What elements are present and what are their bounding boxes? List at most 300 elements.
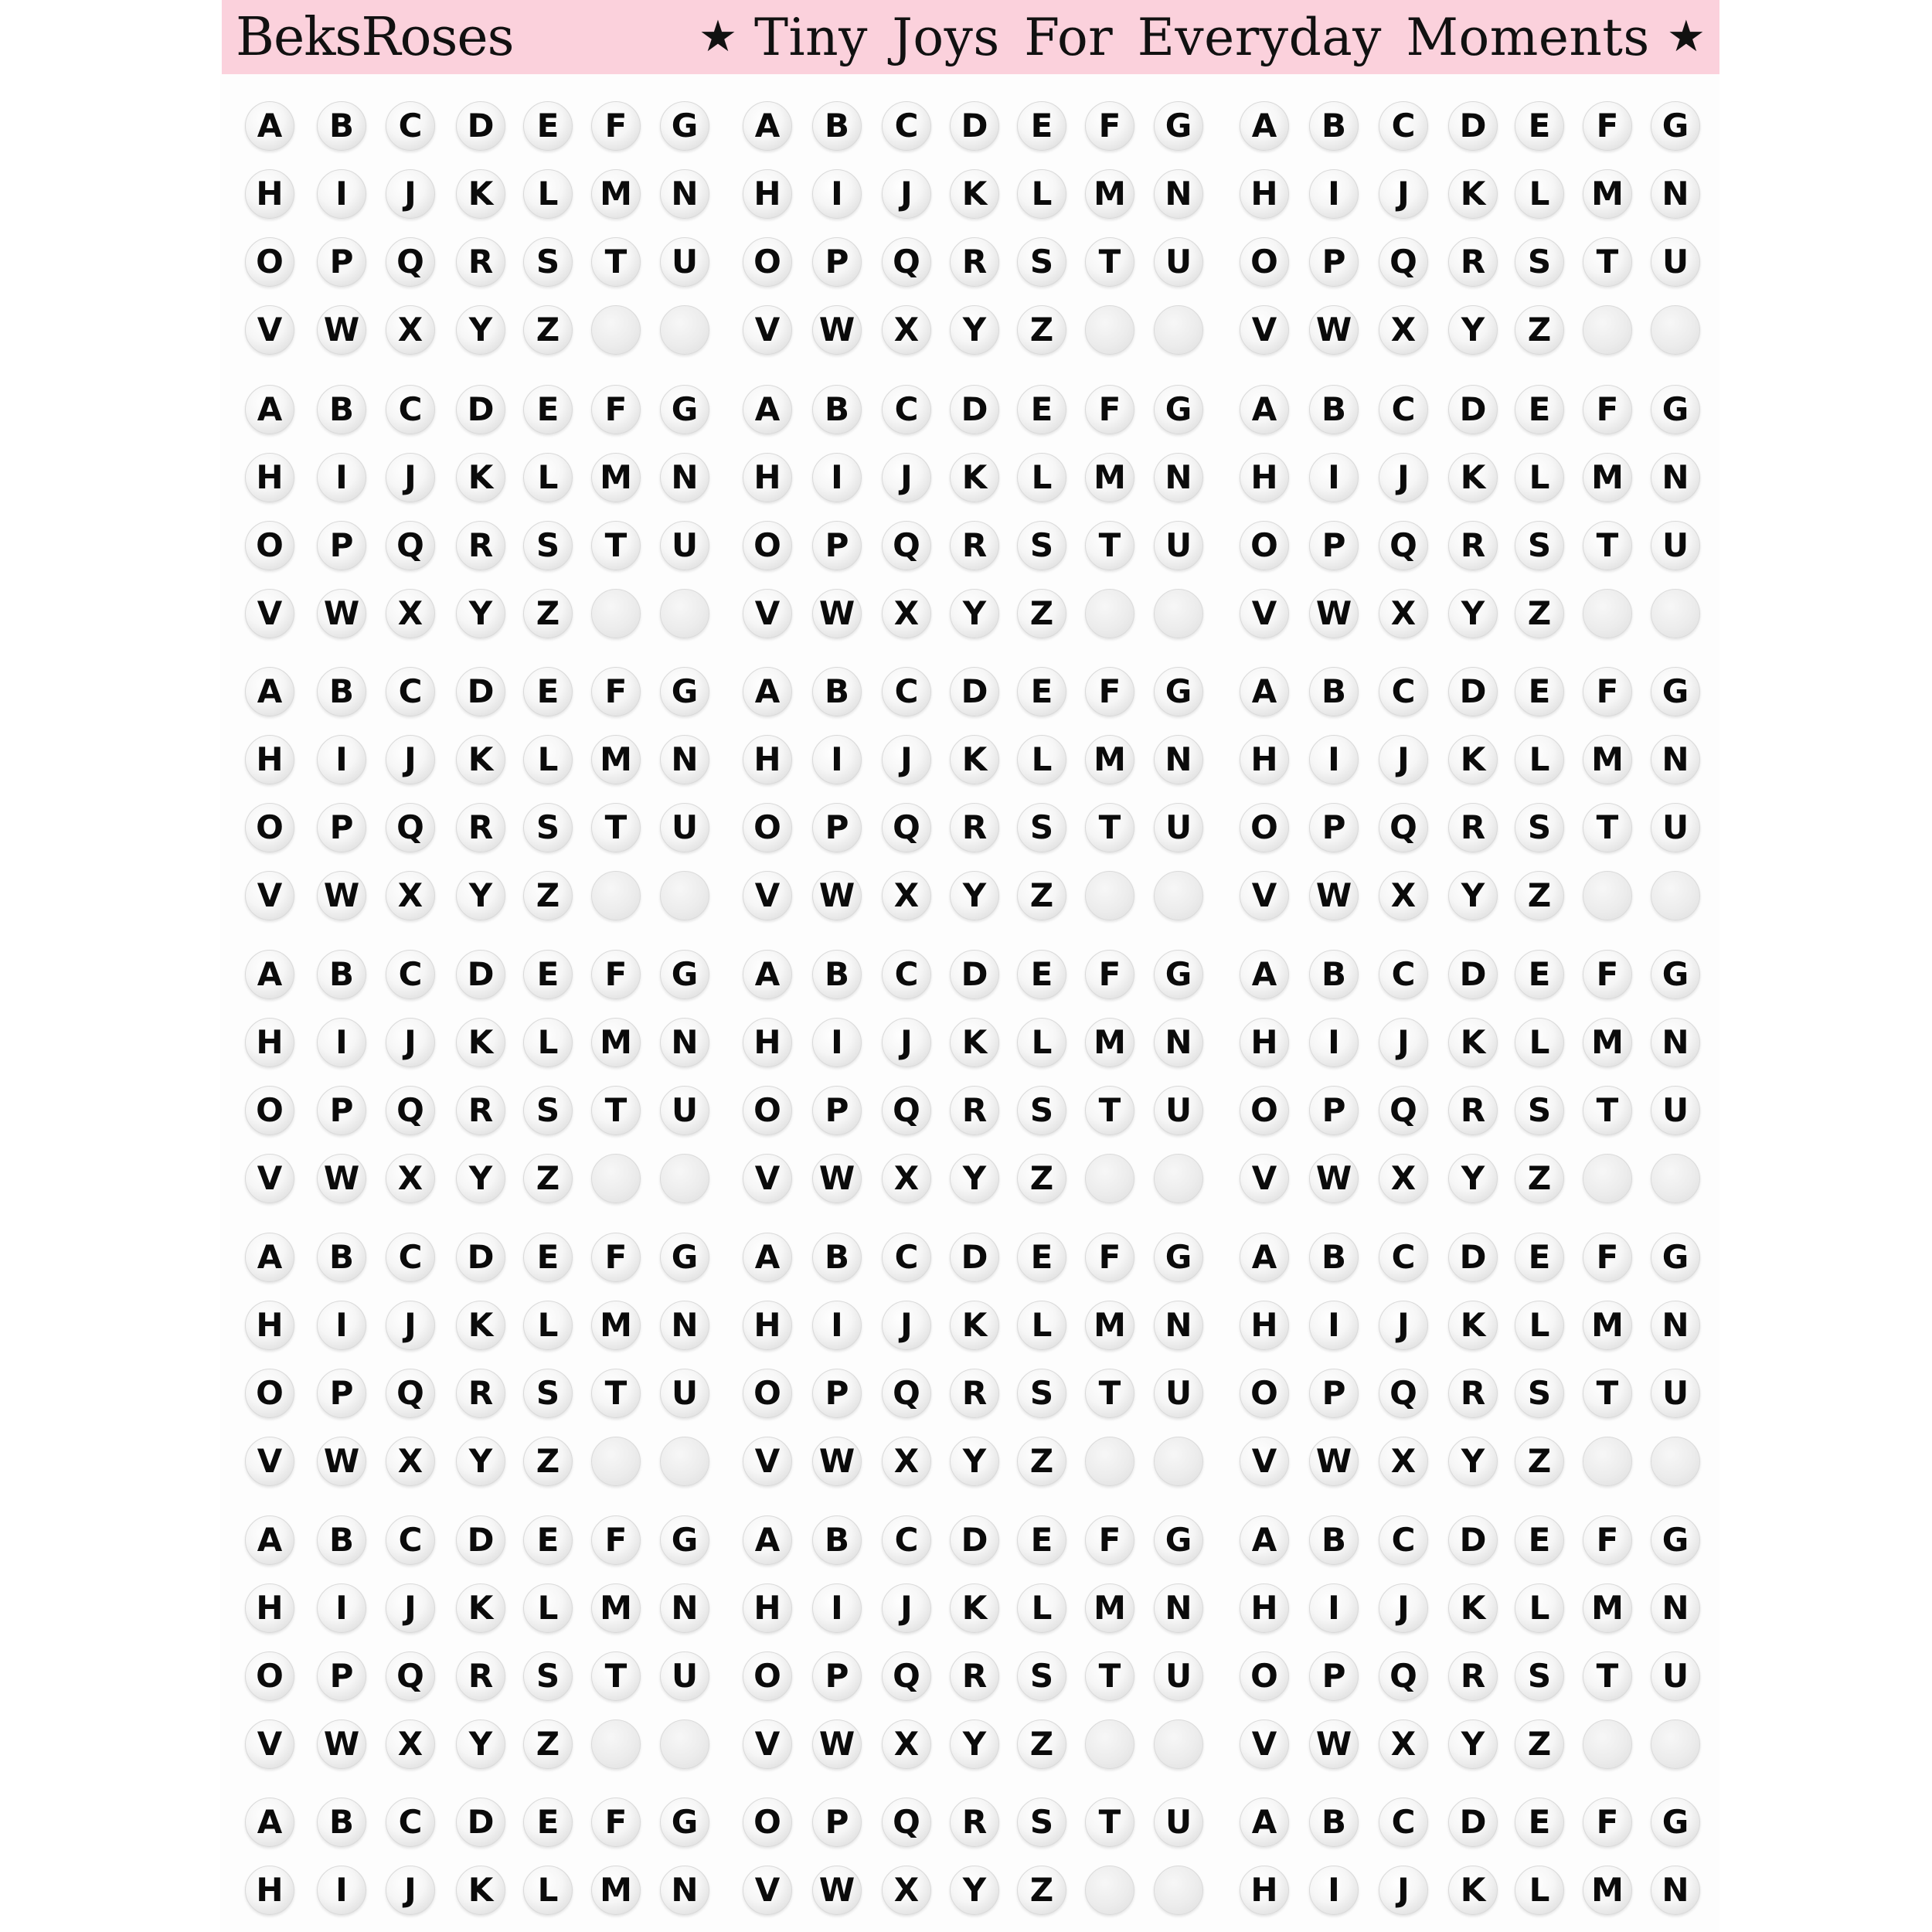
blank-bead [1154,1866,1203,1915]
letter-bead: I [1309,1866,1359,1915]
letter-bead: L [1515,169,1564,219]
letter-bead: V [245,871,294,920]
letter-bead: W [317,1719,366,1769]
letter-bead: I [1309,735,1359,784]
letter-bead: J [386,169,435,219]
blank-bead [1154,305,1203,355]
letter-bead: F [591,950,641,999]
letter-bead: F [591,1515,641,1565]
letter-bead: K [950,1301,999,1350]
letter-bead: C [386,1798,435,1847]
letter-bead: J [1379,735,1428,784]
letter-bead: W [317,1154,366,1203]
letter-bead: X [882,305,931,355]
letter-bead: Q [386,237,435,287]
letter-bead: H [1240,453,1289,502]
letter-bead: F [591,667,641,716]
letter-bead: W [1309,1154,1359,1203]
letter-bead: O [245,1651,294,1701]
letter-bead: K [456,1301,505,1350]
letter-bead: L [1515,1866,1564,1915]
letter-bead: P [317,521,366,570]
letter-bead: S [1515,803,1564,852]
blank-bead [660,589,709,638]
letter-bead: E [523,385,573,434]
letter-bead: N [660,1866,709,1915]
letter-bead: T [1085,237,1134,287]
letter-bead: W [317,305,366,355]
letter-bead: U [1154,803,1203,852]
letter-bead: E [523,1233,573,1282]
letter-bead: O [1240,1086,1289,1135]
letter-bead: T [1085,1369,1134,1418]
letter-bead: C [882,385,931,434]
letter-bead: J [1379,453,1428,502]
letter-bead: Q [882,1798,931,1847]
letter-bead: W [317,1437,366,1486]
letter-bead: X [386,1437,435,1486]
letter-bead: J [882,169,931,219]
letter-bead: O [245,1086,294,1135]
letter-bead: Z [523,589,573,638]
letter-bead: E [1017,101,1066,151]
letter-bead: X [1379,589,1428,638]
letter-bead: E [1017,385,1066,434]
letter-bead: P [812,1798,862,1847]
blank-bead [1085,1437,1134,1486]
letter-bead: G [1651,1798,1700,1847]
letter-bead: H [1240,1301,1289,1350]
letter-bead: I [317,1866,366,1915]
letter-bead: Q [882,521,931,570]
letter-bead: K [950,169,999,219]
letter-bead: G [660,101,709,151]
letter-bead: Z [1515,871,1564,920]
blank-bead [1651,1154,1700,1203]
letter-bead: J [882,1301,931,1350]
letter-bead: U [1154,521,1203,570]
letter-bead: K [456,735,505,784]
letter-bead: E [523,950,573,999]
letter-bead: F [1085,1233,1134,1282]
letter-bead: Q [1379,803,1428,852]
letter-bead: V [743,871,792,920]
letter-bead: F [1085,385,1134,434]
letter-bead: P [1309,237,1359,287]
letter-bead: D [456,101,505,151]
letter-bead: U [1651,1369,1700,1418]
letter-bead: I [1309,453,1359,502]
letter-bead: E [523,667,573,716]
letter-bead: R [950,1369,999,1418]
letter-bead: C [386,667,435,716]
letter-bead: W [1309,589,1359,638]
letter-bead: J [882,735,931,784]
letter-bead: H [1240,1018,1289,1067]
letter-bead: Z [1017,589,1066,638]
letter-bead: A [245,101,294,151]
letter-bead: T [591,803,641,852]
letter-bead: S [1515,1369,1564,1418]
letter-bead: X [386,589,435,638]
letter-bead: F [591,1798,641,1847]
letter-bead: D [1448,101,1498,151]
letter-bead: F [1085,101,1134,151]
letter-bead: M [1583,1018,1632,1067]
letter-bead: I [317,169,366,219]
letter-bead: K [456,1018,505,1067]
letter-bead: E [1515,1798,1564,1847]
letter-bead: J [1379,1866,1428,1915]
letter-bead: U [1154,1798,1203,1847]
letter-bead: F [1583,1515,1632,1565]
letter-bead: X [1379,871,1428,920]
letter-bead: V [245,1154,294,1203]
letter-bead: A [743,667,792,716]
letter-bead: D [950,101,999,151]
letter-bead: H [245,169,294,219]
letter-bead: P [317,1369,366,1418]
blank-bead [1583,1437,1632,1486]
letter-bead: R [1448,1651,1498,1701]
letter-bead: L [1017,1018,1066,1067]
letter-bead: Z [1515,1437,1564,1486]
blank-bead [1154,589,1203,638]
letter-bead: V [1240,1154,1289,1203]
letter-bead: A [1240,1515,1289,1565]
letter-bead: M [591,1018,641,1067]
blank-bead [1085,1719,1134,1769]
letter-bead: I [1309,1018,1359,1067]
letter-bead: Q [1379,1086,1428,1135]
letter-bead: T [1583,1369,1632,1418]
blank-bead [1154,1437,1203,1486]
letter-bead: G [1651,1233,1700,1282]
letter-bead: V [1240,589,1289,638]
star-icon: ★ [698,12,738,62]
letter-bead: X [882,1719,931,1769]
letter-bead: U [1651,237,1700,287]
blank-bead [1651,1719,1700,1769]
letter-bead: Q [386,521,435,570]
blank-bead [591,1154,641,1203]
letter-bead: S [1017,1086,1066,1135]
letter-bead: C [1379,950,1428,999]
letter-bead: O [1240,803,1289,852]
letter-bead: A [743,101,792,151]
letter-bead: K [950,1018,999,1067]
letter-bead: T [1085,521,1134,570]
letter-bead: I [317,1018,366,1067]
letter-bead: B [1309,667,1359,716]
letter-bead: P [1309,1369,1359,1418]
letter-bead: D [950,1515,999,1565]
letter-bead: F [1085,667,1134,716]
letter-bead: N [1651,1301,1700,1350]
letter-bead: A [245,1798,294,1847]
letter-bead: N [1651,735,1700,784]
letter-bead: E [1515,950,1564,999]
letter-bead: I [1309,1583,1359,1633]
letter-bead: E [523,101,573,151]
letter-bead: Z [523,871,573,920]
letter-bead: M [1085,735,1134,784]
letter-bead: I [1309,1301,1359,1350]
letter-bead: A [1240,1233,1289,1282]
letter-bead: H [743,1301,792,1350]
letter-bead: L [523,1018,573,1067]
letter-bead: G [1651,667,1700,716]
letter-bead: G [1651,1515,1700,1565]
letter-bead: N [1651,1583,1700,1633]
letter-bead: H [245,453,294,502]
letter-bead: V [743,589,792,638]
letter-bead: T [1085,1651,1134,1701]
letter-bead: A [743,950,792,999]
letter-bead: K [1448,453,1498,502]
letter-bead: Y [456,1437,505,1486]
letter-bead: T [591,1651,641,1701]
blank-bead [660,1437,709,1486]
letter-bead: U [660,521,709,570]
letter-bead: N [1154,735,1203,784]
letter-bead: J [386,1301,435,1350]
letter-bead: X [386,1719,435,1769]
letter-bead: G [1651,385,1700,434]
letter-bead: L [1515,735,1564,784]
letter-bead: C [386,1233,435,1282]
letter-bead: Q [386,803,435,852]
letter-bead: R [456,1369,505,1418]
letter-bead: F [591,385,641,434]
letter-bead: F [1583,101,1632,151]
letter-bead: V [743,305,792,355]
letter-bead: V [743,1866,792,1915]
letter-bead: E [1017,950,1066,999]
letter-bead: M [1583,735,1632,784]
letter-bead: Z [1515,305,1564,355]
letter-bead: M [591,735,641,784]
letter-bead: I [812,735,862,784]
letter-bead: C [882,1233,931,1282]
letter-bead: P [812,1651,862,1701]
letter-bead: W [1309,871,1359,920]
letter-bead: Q [882,803,931,852]
letter-bead: N [1154,169,1203,219]
letter-bead: U [660,1086,709,1135]
letter-bead: J [882,1018,931,1067]
letter-bead: L [1515,1301,1564,1350]
letter-bead: H [743,1018,792,1067]
letter-bead: P [812,237,862,287]
letter-bead: L [1515,1018,1564,1067]
letter-bead: V [1240,871,1289,920]
letter-bead: Z [523,1719,573,1769]
letter-bead: F [1583,1798,1632,1847]
blank-bead [1154,1719,1203,1769]
letter-bead: G [660,1233,709,1282]
letter-bead: V [245,305,294,355]
letter-bead: G [660,950,709,999]
letter-bead: H [743,1583,792,1633]
letter-bead: Y [950,1154,999,1203]
letter-bead: O [245,1369,294,1418]
letter-bead: D [1448,1233,1498,1282]
letter-bead: I [317,453,366,502]
letter-bead: B [317,950,366,999]
letter-bead: L [1017,453,1066,502]
letter-bead: X [1379,305,1428,355]
letter-bead: H [245,1866,294,1915]
letter-bead: C [1379,385,1428,434]
letter-bead: M [1583,1866,1632,1915]
letter-bead: R [1448,237,1498,287]
letter-bead: X [1379,1437,1428,1486]
tagline-text: Tiny Joys For Everyday Moments [754,7,1650,67]
letter-bead: O [743,1798,792,1847]
letter-bead: Z [1017,1437,1066,1486]
letter-bead: D [456,385,505,434]
letter-bead: V [1240,305,1289,355]
letter-bead: S [1515,1086,1564,1135]
letter-bead: R [950,237,999,287]
letter-bead: C [386,101,435,151]
letter-bead: B [317,667,366,716]
letter-bead: T [1085,1798,1134,1847]
letter-bead: W [812,1719,862,1769]
letter-bead: P [812,521,862,570]
letter-bead: T [591,237,641,287]
letter-bead: M [1085,1301,1134,1350]
letter-bead: Y [950,1866,999,1915]
letter-bead: Q [1379,1369,1428,1418]
letter-bead: S [1017,237,1066,287]
letter-bead: Y [456,871,505,920]
letter-bead: A [1240,1798,1289,1847]
letter-bead: T [1583,521,1632,570]
letter-bead: D [950,667,999,716]
letter-bead: C [1379,101,1428,151]
letter-bead: D [1448,1798,1498,1847]
letter-bead: E [1017,1515,1066,1565]
letter-bead: A [245,1233,294,1282]
letter-bead: N [1651,169,1700,219]
letter-bead: P [812,1086,862,1135]
letter-bead: C [386,1515,435,1565]
blank-bead [1085,1866,1134,1915]
letter-bead: R [950,521,999,570]
letter-bead: N [660,1583,709,1633]
letter-bead: R [950,1086,999,1135]
letter-bead: N [660,735,709,784]
letter-bead: M [1583,1301,1632,1350]
blank-bead [591,1437,641,1486]
letter-bead: L [523,1301,573,1350]
letter-bead: W [812,1866,862,1915]
letter-bead: O [1240,1651,1289,1701]
letter-bead: K [1448,1866,1498,1915]
letter-bead: P [1309,803,1359,852]
letter-bead: J [386,1018,435,1067]
letter-bead: E [523,1798,573,1847]
blank-bead [1651,305,1700,355]
letter-bead: R [950,803,999,852]
letter-bead: S [523,521,573,570]
letter-bead: N [1651,1018,1700,1067]
letter-bead: L [523,169,573,219]
letter-bead: Q [1379,1651,1428,1701]
letter-bead: K [1448,169,1498,219]
letter-bead: K [1448,1018,1498,1067]
letter-bead: P [317,237,366,287]
letter-bead: X [386,305,435,355]
letter-bead: D [950,385,999,434]
letter-bead: H [245,1018,294,1067]
letter-bead: R [456,521,505,570]
blank-bead [1651,871,1700,920]
letter-bead: A [1240,667,1289,716]
letter-bead: U [1651,803,1700,852]
letter-bead: Z [523,305,573,355]
letter-bead: K [950,453,999,502]
letter-bead: F [591,101,641,151]
letter-bead: S [1017,803,1066,852]
letter-bead: G [1154,1233,1203,1282]
letter-bead: L [523,1866,573,1915]
letter-bead: T [591,1086,641,1135]
blank-bead [1154,1154,1203,1203]
letter-bead: M [1085,169,1134,219]
letter-bead: Q [386,1086,435,1135]
letter-bead: P [317,803,366,852]
letter-bead: U [1651,1086,1700,1135]
letter-bead: D [950,1233,999,1282]
letter-bead: R [456,1086,505,1135]
letter-bead: A [743,1515,792,1565]
letter-bead: W [812,871,862,920]
letter-bead: X [386,871,435,920]
letter-bead: F [1583,1233,1632,1282]
letter-bead: W [812,1437,862,1486]
letter-bead: I [812,169,862,219]
letter-bead: O [743,237,792,287]
letter-bead: Z [1515,589,1564,638]
letter-bead: O [743,1651,792,1701]
letter-bead: B [317,101,366,151]
letter-bead: G [1154,385,1203,434]
letter-bead: W [1309,1719,1359,1769]
letter-bead: B [812,950,862,999]
letter-bead: X [882,1154,931,1203]
letter-bead: R [950,1651,999,1701]
letter-bead: U [1651,521,1700,570]
letter-bead: K [1448,1301,1498,1350]
letter-bead: Z [1515,1719,1564,1769]
letter-bead: S [523,1651,573,1701]
letter-bead: O [245,803,294,852]
letter-bead: T [1085,1086,1134,1135]
letter-bead: T [1583,237,1632,287]
blank-bead [591,1719,641,1769]
letter-bead: A [245,950,294,999]
letter-bead: M [591,169,641,219]
letter-bead: Y [950,305,999,355]
letter-bead: Q [882,1086,931,1135]
blank-bead [660,305,709,355]
letter-bead: M [1583,453,1632,502]
letter-bead: A [1240,385,1289,434]
letter-bead: S [523,803,573,852]
